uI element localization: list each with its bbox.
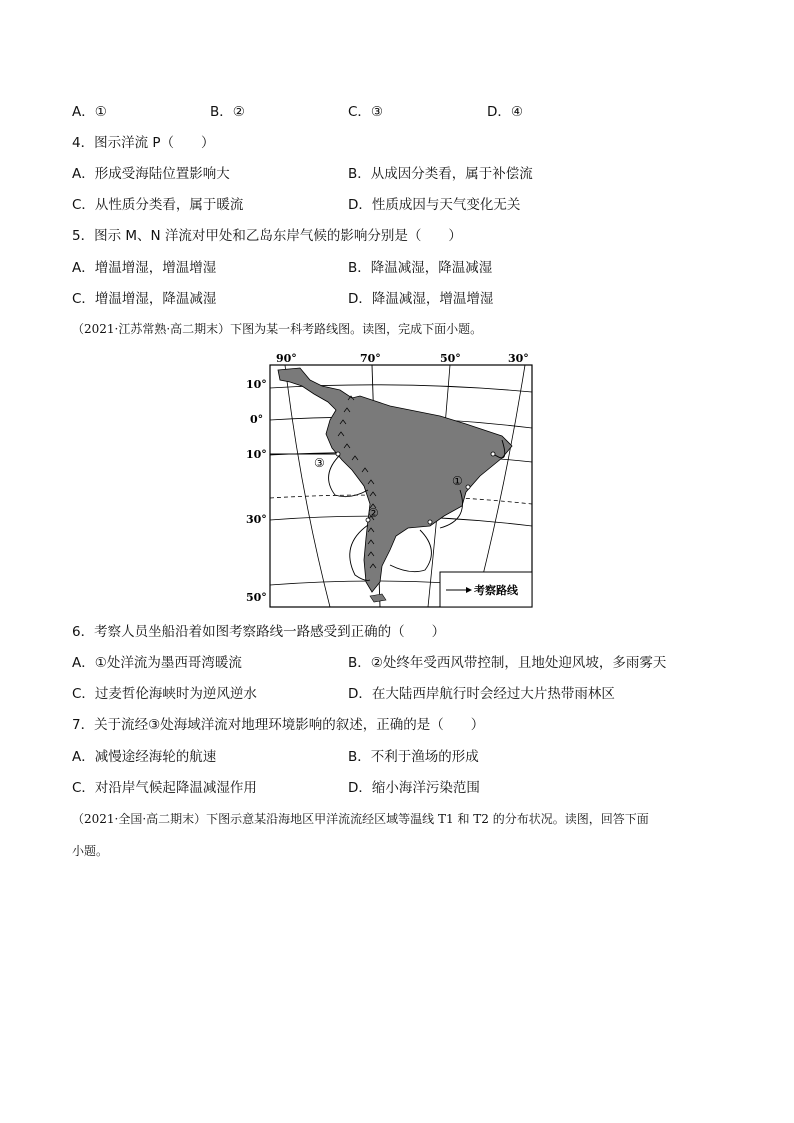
q5-option-b[interactable]: B．降温减湿，降温减湿: [348, 260, 493, 276]
q5-stem: 5．图示 M、N 洋流对甲处和乙岛东岸气候的影响分别是（ ）: [72, 228, 462, 244]
lon-label-50: 50°: [440, 352, 461, 365]
q4-option-d[interactable]: D．性质成因与天气变化无关: [348, 197, 521, 213]
lat-label-10n: 10°: [246, 378, 267, 391]
q7-option-b[interactable]: B．不利于渔场的形成: [348, 749, 479, 765]
lat-label-10s: 10°: [246, 448, 267, 461]
q5-option-d[interactable]: D．降温减湿，增温增湿: [348, 291, 494, 307]
section-intro-1: （2021·江苏常熟·高二期末）下图为某一科考路线图。读图，完成下面小题。: [72, 322, 483, 336]
marker-3: ③: [314, 456, 325, 470]
section-intro-2-cont: 小题。: [72, 844, 109, 858]
q5-option-a[interactable]: A．增温增湿，增温增湿: [72, 260, 217, 276]
q6-option-c[interactable]: C．过麦哲伦海峡时为逆风逆水: [72, 686, 257, 702]
expedition-route-map: [240, 350, 536, 610]
q6-option-a[interactable]: A．①处洋流为墨西哥湾暖流: [72, 655, 242, 671]
q4-option-b[interactable]: B．从成因分类看，属于补偿流: [348, 166, 533, 182]
q3-option-a[interactable]: A．①: [72, 104, 107, 120]
lon-label-70: 70°: [360, 352, 381, 365]
section-intro-2: （2021·全国·高二期末）下图示意某沿海地区甲洋流流经区域等温线 T1 和 T2 的分布状况。读图，回答下面: [72, 812, 649, 826]
lat-label-50s: 50°: [246, 591, 267, 604]
q6-stem: 6．考察人员坐船沿着如图考察路线一路感受到正确的（ ）: [72, 624, 446, 640]
lon-label-90: 90°: [276, 352, 297, 365]
q5-option-c[interactable]: C．增温增湿，降温减湿: [72, 291, 217, 307]
q6-option-b[interactable]: B．②处终年受西风带控制，且地处迎风坡，多雨雾天: [348, 655, 667, 671]
lat-label-0: 0°: [250, 413, 264, 426]
q4-option-c[interactable]: C．从性质分类看，属于暖流: [72, 197, 244, 213]
lat-label-30s: 30°: [246, 513, 267, 526]
legend-label: 考察路线: [474, 584, 518, 597]
q7-stem: 7．关于流经③处海域洋流对地理环境影响的叙述，正确的是（ ）: [72, 717, 485, 733]
q3-option-c[interactable]: C．③: [348, 104, 384, 120]
q3-option-b[interactable]: B．②: [210, 104, 245, 120]
q7-option-a[interactable]: A．减慢途经海轮的航速: [72, 749, 217, 765]
q3-option-d[interactable]: D．④: [487, 104, 523, 120]
q6-option-d[interactable]: D．在大陆西岸航行时会经过大片热带雨林区: [348, 686, 615, 702]
q7-option-d[interactable]: D．缩小海洋污染范围: [348, 780, 480, 796]
marker-1: ①: [452, 474, 463, 488]
lon-label-30: 30°: [508, 352, 529, 365]
marker-2: ②: [368, 506, 379, 520]
q7-option-c[interactable]: C．对沿岸气候起降温减湿作用: [72, 780, 257, 796]
q4-option-a[interactable]: A．形成受海陆位置影响大: [72, 166, 230, 182]
q4-stem: 4．图示洋流 P（ ）: [72, 135, 215, 151]
